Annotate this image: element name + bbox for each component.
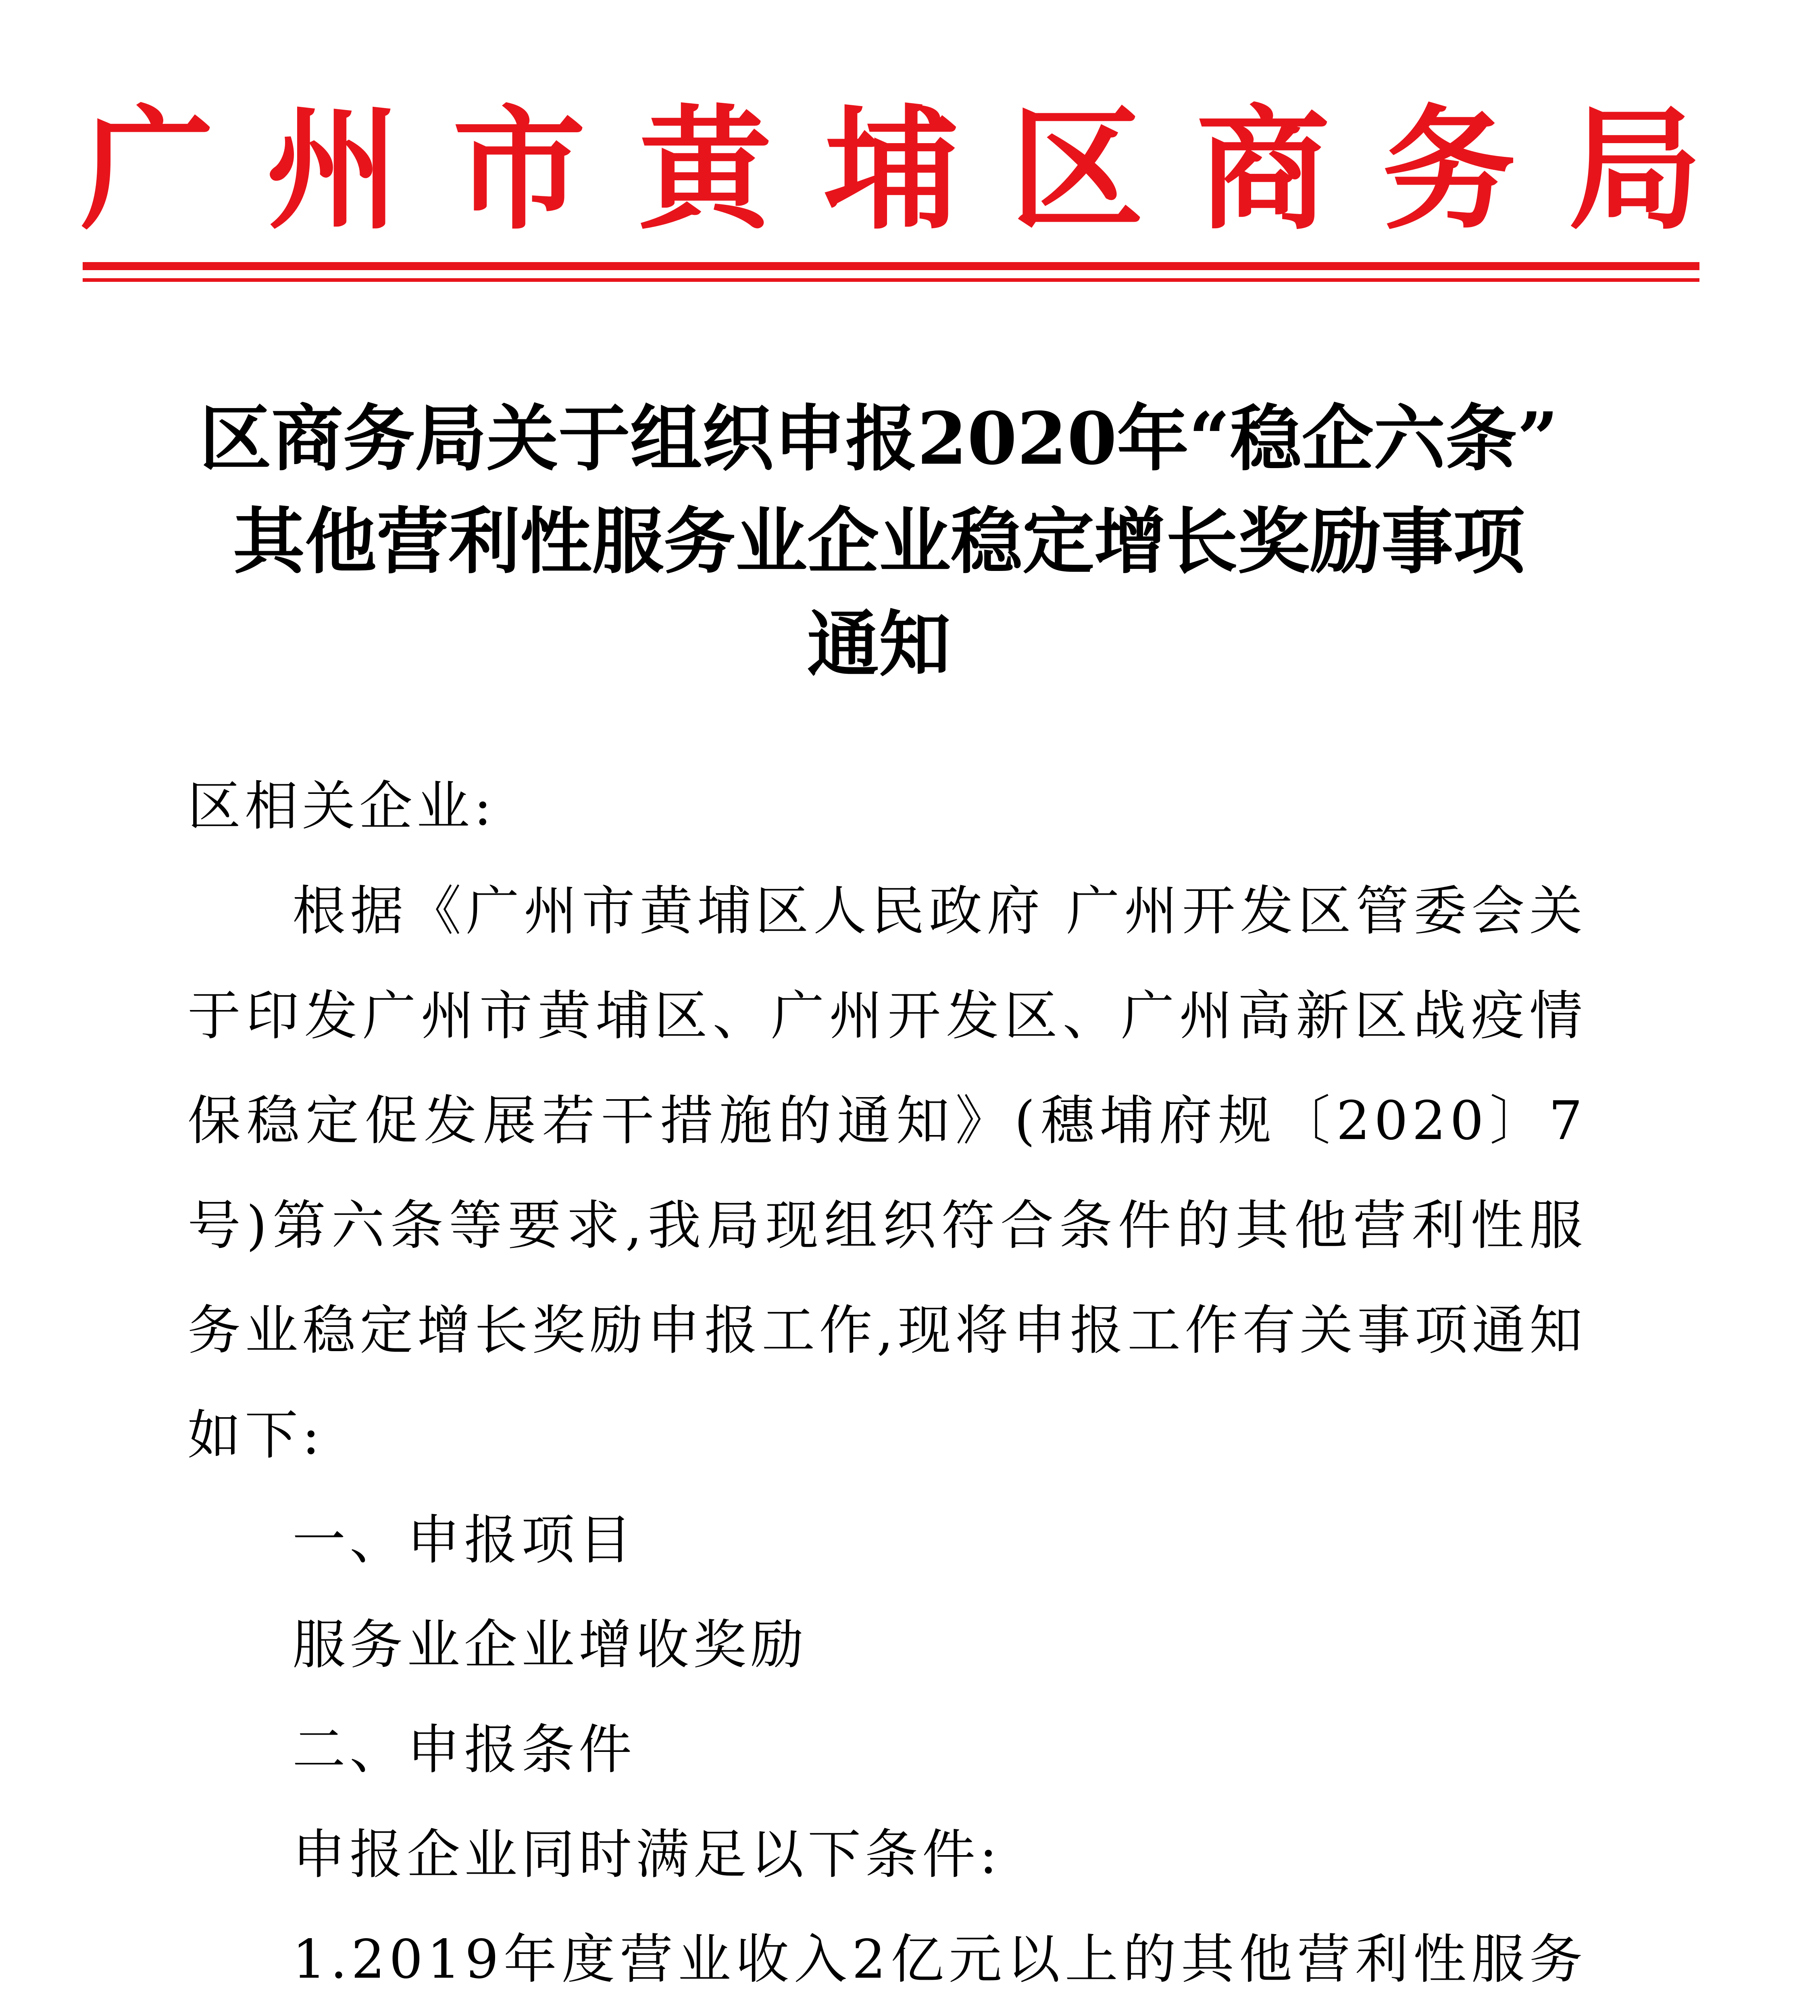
title-line-2: 其他营利性服务业企业稳定增长奖励事项	[233, 499, 1525, 583]
section-2-heading: 二、申报条件	[292, 1719, 636, 1781]
title-line-3: 通知	[807, 602, 951, 686]
salutation: 区相关企业:	[187, 775, 496, 837]
letterhead-divider-thick	[83, 262, 1699, 270]
condition-1: 1.2019年度营业收入2亿元以上的其他营利性服务	[292, 1929, 1587, 1991]
letterhead-char: 商	[1196, 91, 1330, 248]
letterhead-char: 州	[267, 91, 400, 248]
letterhead-char: 黄	[638, 91, 772, 248]
letterhead-char: 务	[1382, 91, 1516, 248]
letterhead-char: 埔	[825, 91, 958, 248]
intro-paragraph: 根据《广州市黄埔区人民政府 广州开发区管委会关于印发广州市黄埔区、广州开发区、广州高新区战疫情保稳定促发展若干措施的通知》(穗埔府规〔2020〕7号)第六条等要求,我局现组织符合条件的其他营利性服务业稳定增长奖励申报工作,现将申报工作有关事项通知如下:	[187, 880, 1587, 1466]
letterhead-char: 局	[1568, 91, 1701, 248]
letterhead-char: 区	[1010, 91, 1144, 248]
letterhead-divider-thin	[83, 278, 1699, 282]
section-2-lead: 申报企业同时满足以下条件:	[292, 1824, 1002, 1886]
letterhead-char: 市	[452, 91, 586, 248]
letterhead-char: 广	[81, 91, 214, 248]
section-1-item: 服务业企业增收奖励	[292, 1614, 808, 1676]
title-line-1: 区商务局关于组织申报2020年“稳企六条”	[199, 396, 1559, 481]
letterhead-org-name	[81, 91, 1701, 248]
document-title	[161, 387, 1597, 696]
document-body	[187, 754, 1587, 2016]
section-1-heading: 一、申报项目	[292, 1509, 636, 1571]
